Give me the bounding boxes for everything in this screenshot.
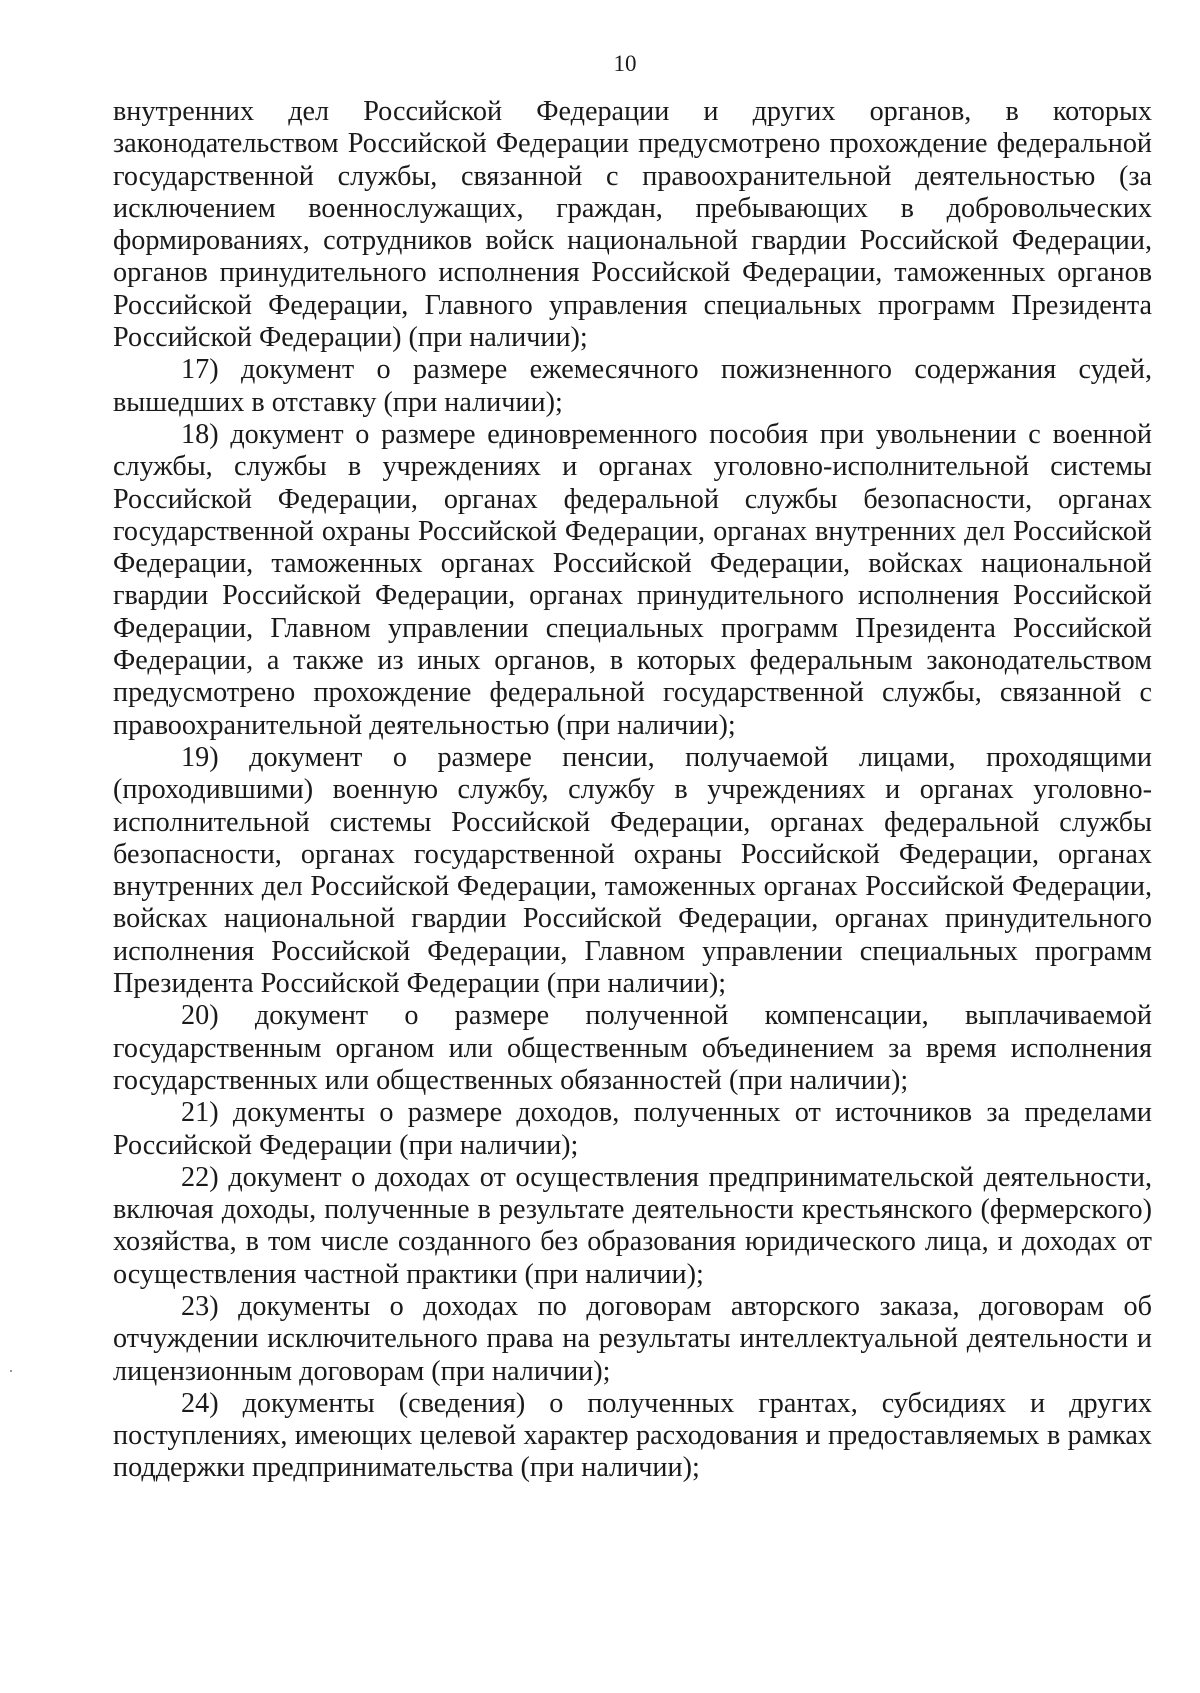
list-item-number: 20) xyxy=(181,1000,219,1032)
list-item-text: документ о размере пенсии, получаемой лицами, проходящими (проходившими) военную службу, службу в учреждениях и органах уголовно-исполнительной системы Российской Федерации, органах федеральной службы безопасности, органах государственной охраны Российской Федерации, органах внутренних дел Российской Федерации, таможенных органах Российской Федерации, войсках национальной гвардии Российской Федерации, органах принудительного исполнения Российской Федерации, Главном управлении специальных программ Президента Российской Федерации (при наличии); xyxy=(113,741,1153,1000)
list-item-19 xyxy=(113,742,1152,1000)
list-item-text: документы о размере доходов, полученных от источников за пределами Российской Федерации (при наличии); xyxy=(113,1097,1153,1161)
list-item-text: документ о размере ежемесячного пожизненного содержания судей, вышедших в отставку (при наличии); xyxy=(113,354,1152,418)
list-item-text: документ о доходах от осуществления предпринимательской деятельности, включая доходы, полученные в результате деятельности крестьянского (фермерского) хозяйства, в том числе созданного без образования юридического лица, и доходах от осуществления частной практики (при наличии); xyxy=(113,1161,1153,1290)
list-item-number: 19) xyxy=(181,741,219,773)
document-body xyxy=(113,96,1152,1485)
page-number: 10 xyxy=(613,51,637,76)
list-item-text: документ о размере единовременного пособия при увольнении с военной службы, службы в учреждениях и органах уголовно-исполнительной системы Российской Федерации, органах федеральной службы безопасности, органах государственной охраны Российской Федерации, органах внутренних дел Российской Федерации, таможенных органах Российской Федерации, войсках национальной гвардии Российской Федерации, органах принудительного исполнения Российской Федерации, Главном управлении специальных программ Президента Российской Федерации, а также из иных органов, в которых федеральным законодательством предусмотрено прохождение федеральной государственной службы, связанной с правоохранительной деятельностью (при наличии); xyxy=(113,418,1152,741)
list-item-text: документ о размере полученной компенсации, выплачиваемой государственным органом или общественным объединением за время исполнения государственных или общественных обязанностей (при наличии); xyxy=(113,1000,1153,1096)
paragraph-continuation xyxy=(113,96,1152,354)
list-item-18 xyxy=(113,419,1152,742)
list-item-number: 17) xyxy=(181,354,219,386)
list-item-text: документы (сведения) о полученных грантах, субсидиях и других поступлениях, имеющих целевой характер расходования и предоставляемых в рамках поддержки предпринимательства (при наличии); xyxy=(113,1387,1152,1484)
list-item-22 xyxy=(113,1162,1152,1291)
scan-speck xyxy=(10,1370,12,1372)
list-item-24 xyxy=(113,1388,1152,1485)
list-item-23 xyxy=(113,1291,1152,1388)
paragraph-text: внутренних дел Российской Федерации и других органов, в которых законодательством Российской Федерации предусмотрено прохождение федеральной государственной службы, связанной с правоохранительной деятельностью (за исключением военнослужащих, граждан, пребывающих в добровольческих формированиях, сотрудников войск национальной гвардии Российской Федерации, органов принудительного исполнения Российской Федерации, таможенных органов Российской Федерации, Главного управления специальных программ Президента Российской Федерации) (при наличии); xyxy=(113,96,1152,354)
list-item-21 xyxy=(113,1097,1152,1162)
list-item-number: 22) xyxy=(181,1161,219,1193)
list-item-text: документы о доходах по договорам авторского заказа, договорам об отчуждении исключительного права на результаты интеллектуальной деятельности и лицензионным договорам (при наличии); xyxy=(113,1290,1152,1387)
list-item-number: 18) xyxy=(181,418,219,450)
list-item-20 xyxy=(113,1000,1152,1097)
list-item-number: 23) xyxy=(181,1290,219,1322)
list-item-number: 21) xyxy=(181,1097,219,1129)
list-item-17 xyxy=(113,354,1152,419)
list-item-number: 24) xyxy=(181,1387,219,1419)
